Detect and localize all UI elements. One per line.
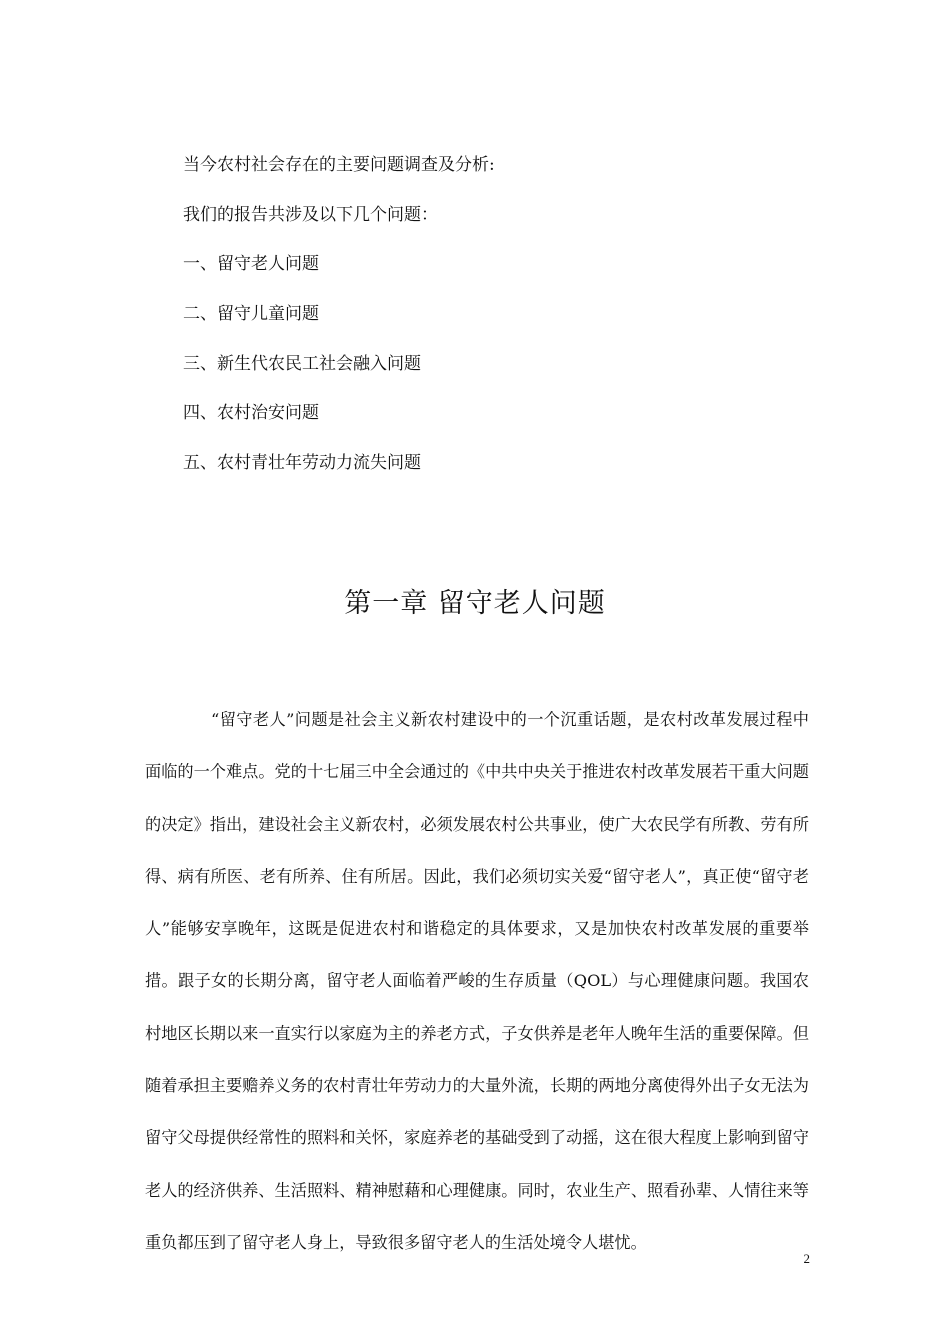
chapter-title: 第一章 留守老人问题 [344,588,606,619]
list-item: 一、留守老人问题 [183,254,319,275]
intro-lead: 我们的报告共涉及以下几个问题： [183,204,438,225]
list-item: 四、农村治安问题 [183,403,319,424]
list-item: 二、留守儿童问题 [183,304,319,325]
intro-section [183,150,803,498]
intro-heading: 当今农村社会存在的主要问题调查及分析: [183,155,495,175]
page-number: 2 [803,1251,810,1266]
list-item: 三、新生代农民工社会融入问题 [183,353,421,374]
list-item: 五、农村青壮年劳动力流失问题 [183,453,421,474]
chapter-paragraph: “留守老人”问题是社会主义新农村建设中的一个沉重话题，是农村改革发展过程中面临的一个难点。党的十七届三中全会通过的《中共中央关于推进农村改革发展若干重大问题的决定》指出，建设社会主义新农村，必须发展农村公共事业，使广大农民学有所教、劳有所得、病有所医、老有所养、住有所居。因此，我们必须切实关爱“留守老人”，真正使“留守老人”能够安享晚年，这既是促进农村和谐稳定的具体要求，又是加快农村改革发展的重要举措。跟子女的长期分离，留守老人面临着严峻的生存质量（QOL）与心理健康问题。我国农村地区长期以来一直实行以家庭为主的养老方式，子女供养是老年人晚年生活的重要保障。但随着承担主要赡养义务的农村青壮年劳动力的大量外流，长期的两地分离使得外出子女无法为留守父母提供经常性的照料和关怀，家庭养老的基础受到了动摇，这在很大程度上影响到留守老人的经济供养、生活照料、精神慰藉和心理健康。同时，农业生产、照看孙辈、人情往来等重负都压到了留守老人身上，导致很多留守老人的生活处境令人堪忧。 [145,710,809,1252]
